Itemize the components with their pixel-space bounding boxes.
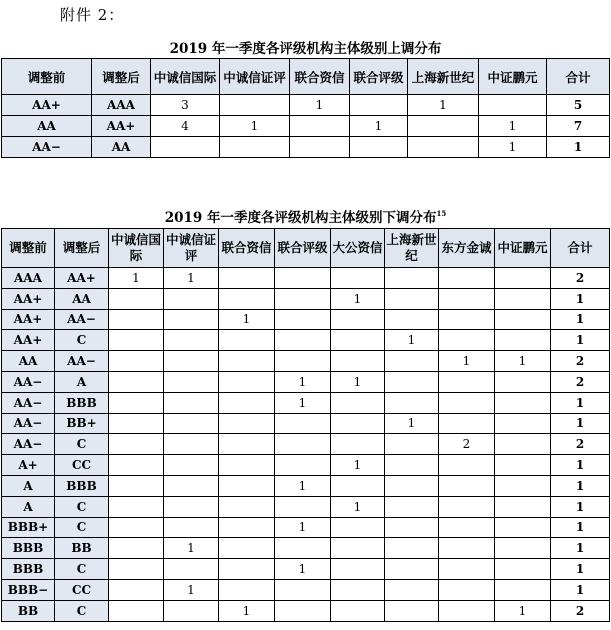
upgrade-cell: 4	[151, 116, 220, 137]
downgrade-cell	[331, 309, 385, 330]
downgrade-cell: 1	[275, 517, 331, 538]
downgrade-cell	[385, 559, 439, 580]
downgrade-cell	[331, 475, 385, 496]
downgrade-cell	[219, 371, 275, 392]
downgrade-rating-before: A	[2, 475, 55, 496]
upgrade-cell	[220, 137, 290, 158]
downgrade-cell	[439, 496, 495, 517]
downgrade-cell: 1	[164, 579, 219, 600]
upgrade-total-cell: 7	[547, 116, 610, 137]
attachment-label: 附件 2：	[60, 6, 125, 24]
downgrade-total-cell: 2	[551, 268, 610, 289]
downgrade-table-row	[2, 330, 610, 351]
upgrade-total-cell: 1	[547, 137, 610, 158]
downgrade-table-title	[0, 206, 611, 226]
downgrade-cell	[385, 517, 439, 538]
upgrade-cell: 1	[220, 116, 290, 137]
downgrade-cell	[219, 268, 275, 289]
downgrade-cell	[385, 579, 439, 600]
downgrade-cell	[219, 330, 275, 351]
downgrade-rating-before: AAA	[2, 268, 55, 289]
downgrade-rating-before: AA−	[2, 434, 55, 455]
downgrade-rating-after: C	[55, 434, 109, 455]
downgrade-cell	[495, 517, 551, 538]
downgrade-cell: 1	[109, 268, 164, 289]
upgrade-cell	[151, 137, 220, 158]
downgrade-rating-before: BBB+	[2, 517, 55, 538]
downgrade-table-row	[2, 579, 610, 600]
downgrade-total-cell: 1	[551, 455, 610, 476]
downgrade-cell	[275, 579, 331, 600]
downgrade-cell: 1	[385, 413, 439, 434]
downgrade-cell	[219, 392, 275, 413]
upgrade-cell	[350, 95, 408, 116]
downgrade-cell	[109, 579, 164, 600]
downgrade-cell	[439, 392, 495, 413]
downgrade-table-body	[2, 268, 610, 622]
downgrade-total-cell: 1	[551, 579, 610, 600]
downgrade-table-row	[2, 496, 610, 517]
downgrade-table-row	[2, 600, 610, 621]
downgrade-table-row	[2, 434, 610, 455]
downgrade-total-cell: 1	[551, 538, 610, 559]
downgrade-cell	[439, 288, 495, 309]
upgrade-rating-after: AAA	[92, 95, 151, 116]
downgrade-header-cell: 中诚信证评	[164, 229, 219, 268]
downgrade-cell	[275, 268, 331, 289]
upgrade-table-row	[2, 95, 610, 116]
downgrade-rating-after: AA	[55, 288, 109, 309]
downgrade-rating-after: C	[55, 330, 109, 351]
downgrade-cell	[275, 351, 331, 372]
downgrade-cell	[164, 371, 219, 392]
downgrade-cell	[385, 600, 439, 621]
upgrade-rating-before: AA	[2, 116, 92, 137]
downgrade-rating-after: CC	[55, 455, 109, 476]
downgrade-cell	[275, 538, 331, 559]
downgrade-cell	[439, 579, 495, 600]
downgrade-cell	[439, 371, 495, 392]
downgrade-cell	[495, 330, 551, 351]
downgrade-cell	[109, 371, 164, 392]
downgrade-cell	[331, 538, 385, 559]
downgrade-cell	[439, 413, 495, 434]
downgrade-cell: 1	[275, 559, 331, 580]
downgrade-cell	[109, 413, 164, 434]
downgrade-rating-after: C	[55, 517, 109, 538]
downgrade-cell	[495, 309, 551, 330]
downgrade-cell	[385, 538, 439, 559]
downgrade-cell	[219, 496, 275, 517]
downgrade-rating-after: BBB	[55, 475, 109, 496]
downgrade-total-cell: 2	[551, 600, 610, 621]
downgrade-total-cell: 2	[551, 371, 610, 392]
downgrade-cell	[164, 330, 219, 351]
downgrade-cell	[109, 392, 164, 413]
downgrade-total-cell: 1	[551, 413, 610, 434]
downgrade-cell	[109, 600, 164, 621]
downgrade-cell	[109, 475, 164, 496]
downgrade-header-cell: 大公资信	[331, 229, 385, 268]
downgrade-cell	[495, 475, 551, 496]
downgrade-cell	[495, 538, 551, 559]
downgrade-cell	[109, 309, 164, 330]
downgrade-cell	[275, 600, 331, 621]
downgrade-cell: 1	[331, 288, 385, 309]
downgrade-table-row	[2, 538, 610, 559]
downgrade-header-cell: 东方金诚	[439, 229, 495, 268]
downgrade-rating-after: C	[55, 559, 109, 580]
upgrade-table-body	[2, 95, 610, 158]
downgrade-rating-after: AA−	[55, 309, 109, 330]
downgrade-cell	[439, 268, 495, 289]
downgrade-rating-before: AA+	[2, 309, 55, 330]
downgrade-cell	[109, 330, 164, 351]
upgrade-total-cell: 5	[547, 95, 610, 116]
downgrade-cell	[219, 579, 275, 600]
upgrade-title-text: 2019 年一季度各评级机构主体级别上调分布	[169, 41, 442, 57]
downgrade-cell	[164, 392, 219, 413]
downgrade-cell	[385, 268, 439, 289]
upgrade-header-cell: 调整前	[2, 59, 92, 95]
upgrade-cell	[290, 116, 350, 137]
downgrade-header-row	[2, 229, 610, 268]
downgrade-cell: 1	[275, 371, 331, 392]
downgrade-cell	[495, 579, 551, 600]
downgrade-cell	[109, 455, 164, 476]
downgrade-total-cell: 2	[551, 351, 610, 372]
downgrade-cell	[495, 288, 551, 309]
downgrade-cell	[385, 496, 439, 517]
downgrade-cell	[331, 392, 385, 413]
upgrade-table-row	[2, 137, 610, 158]
downgrade-cell	[331, 434, 385, 455]
downgrade-cell	[495, 455, 551, 476]
downgrade-cell	[439, 455, 495, 476]
downgrade-cell	[109, 538, 164, 559]
downgrade-total-cell: 1	[551, 392, 610, 413]
downgrade-cell	[385, 455, 439, 476]
downgrade-cell	[331, 268, 385, 289]
downgrade-header-cell: 合计	[551, 229, 610, 268]
downgrade-header-cell: 上海新世纪	[385, 229, 439, 268]
downgrade-cell	[164, 413, 219, 434]
downgrade-rating-after: CC	[55, 579, 109, 600]
downgrade-cell	[385, 288, 439, 309]
downgrade-cell	[219, 351, 275, 372]
downgrade-cell: 1	[331, 455, 385, 476]
downgrade-rating-before: AA+	[2, 330, 55, 351]
downgrade-cell	[109, 288, 164, 309]
downgrade-header-cell: 联合评级	[275, 229, 331, 268]
upgrade-cell: 1	[350, 116, 408, 137]
downgrade-cell	[164, 496, 219, 517]
downgrade-rating-before: AA−	[2, 392, 55, 413]
downgrade-header-cell: 中证鹏元	[495, 229, 551, 268]
upgrade-rating-before: AA+	[2, 95, 92, 116]
downgrade-table-row	[2, 268, 610, 289]
downgrade-cell	[219, 434, 275, 455]
downgrade-total-cell: 1	[551, 309, 610, 330]
upgrade-header-row	[2, 59, 610, 95]
downgrade-cell	[109, 434, 164, 455]
upgrade-cell	[350, 137, 408, 158]
upgrade-header-cell: 上海新世纪	[408, 59, 479, 95]
downgrade-total-cell: 1	[551, 475, 610, 496]
downgrade-rating-before: BBB−	[2, 579, 55, 600]
downgrade-cell	[331, 579, 385, 600]
downgrade-total-cell: 2	[551, 434, 610, 455]
downgrade-cell	[219, 538, 275, 559]
downgrade-cell	[164, 517, 219, 538]
downgrade-cell	[495, 434, 551, 455]
downgrade-cell: 1	[331, 371, 385, 392]
downgrade-table-row	[2, 517, 610, 538]
downgrade-rating-before: AA	[2, 351, 55, 372]
downgrade-cell	[331, 330, 385, 351]
downgrade-rating-after: C	[55, 496, 109, 517]
downgrade-cell: 1	[495, 600, 551, 621]
upgrade-cell	[408, 137, 479, 158]
downgrade-rating-before: BB	[2, 600, 55, 621]
downgrade-cell	[331, 351, 385, 372]
downgrade-cell: 1	[385, 330, 439, 351]
downgrade-cell	[439, 309, 495, 330]
downgrade-table-row	[2, 351, 610, 372]
downgrade-cell	[495, 392, 551, 413]
downgrade-cell	[385, 392, 439, 413]
upgrade-cell: 1	[479, 116, 547, 137]
downgrade-rating-after: AA−	[55, 351, 109, 372]
downgrade-header-cell: 调整前	[2, 229, 55, 268]
downgrade-total-cell: 1	[551, 517, 610, 538]
downgrade-header-cell: 中诚信国际	[109, 229, 164, 268]
downgrade-rating-after: BB+	[55, 413, 109, 434]
downgrade-cell	[164, 455, 219, 476]
downgrade-table-row	[2, 413, 610, 434]
downgrade-cell	[164, 434, 219, 455]
downgrade-total-cell: 1	[551, 330, 610, 351]
upgrade-cell: 1	[479, 137, 547, 158]
downgrade-cell	[275, 288, 331, 309]
downgrade-cell: 1	[495, 351, 551, 372]
upgrade-header-cell: 合计	[547, 59, 610, 95]
downgrade-rating-before: AA+	[2, 288, 55, 309]
downgrade-cell	[385, 475, 439, 496]
upgrade-header-cell: 中诚信证评	[220, 59, 290, 95]
downgrade-cell: 1	[275, 392, 331, 413]
downgrade-cell: 1	[331, 496, 385, 517]
downgrade-cell	[275, 413, 331, 434]
upgrade-rating-before: AA−	[2, 137, 92, 158]
downgrade-cell: 1	[219, 309, 275, 330]
downgrade-cell	[331, 600, 385, 621]
downgrade-cell	[495, 559, 551, 580]
downgrade-table-row	[2, 559, 610, 580]
upgrade-table	[1, 58, 610, 158]
upgrade-header-cell: 中诚信国际	[151, 59, 220, 95]
downgrade-total-cell: 1	[551, 559, 610, 580]
downgrade-cell	[219, 559, 275, 580]
upgrade-cell: 1	[408, 95, 479, 116]
downgrade-cell	[109, 559, 164, 580]
downgrade-cell	[495, 268, 551, 289]
downgrade-cell	[275, 496, 331, 517]
downgrade-cell	[275, 434, 331, 455]
upgrade-cell	[408, 116, 479, 137]
downgrade-cell	[439, 475, 495, 496]
downgrade-table-row	[2, 288, 610, 309]
downgrade-cell	[164, 600, 219, 621]
downgrade-cell	[385, 351, 439, 372]
upgrade-cell: 3	[151, 95, 220, 116]
downgrade-rating-before: BBB	[2, 559, 55, 580]
downgrade-rating-after: BBB	[55, 392, 109, 413]
downgrade-cell	[109, 351, 164, 372]
downgrade-cell	[495, 371, 551, 392]
downgrade-rating-before: BBB	[2, 538, 55, 559]
downgrade-table	[1, 228, 610, 622]
downgrade-cell	[275, 455, 331, 476]
downgrade-cell: 1	[219, 600, 275, 621]
upgrade-cell	[290, 137, 350, 158]
downgrade-rating-after: BB	[55, 538, 109, 559]
downgrade-cell	[331, 413, 385, 434]
downgrade-total-cell: 1	[551, 288, 610, 309]
downgrade-cell	[331, 559, 385, 580]
downgrade-cell	[164, 475, 219, 496]
upgrade-table-title	[0, 37, 611, 57]
downgrade-cell	[385, 371, 439, 392]
footnote-mark: 15	[436, 209, 447, 218]
downgrade-cell	[495, 413, 551, 434]
downgrade-table-row	[2, 455, 610, 476]
downgrade-rating-before: AA−	[2, 371, 55, 392]
upgrade-cell	[479, 95, 547, 116]
downgrade-cell	[164, 351, 219, 372]
upgrade-table-row	[2, 116, 610, 137]
downgrade-cell	[331, 517, 385, 538]
downgrade-rating-after: AA+	[55, 268, 109, 289]
downgrade-rating-after: C	[55, 600, 109, 621]
downgrade-cell: 1	[164, 538, 219, 559]
downgrade-table-row	[2, 392, 610, 413]
downgrade-cell	[385, 309, 439, 330]
downgrade-rating-before: AA−	[2, 413, 55, 434]
downgrade-cell	[219, 288, 275, 309]
upgrade-cell: 1	[290, 95, 350, 116]
upgrade-cell	[220, 95, 290, 116]
downgrade-cell	[164, 288, 219, 309]
downgrade-table-row	[2, 475, 610, 496]
downgrade-table-row	[2, 309, 610, 330]
downgrade-cell: 1	[275, 475, 331, 496]
downgrade-total-cell: 1	[551, 496, 610, 517]
downgrade-title-text: 2019 年一季度各评级机构主体级别下调分布	[164, 210, 437, 226]
downgrade-cell	[495, 496, 551, 517]
downgrade-cell	[439, 517, 495, 538]
downgrade-cell	[275, 309, 331, 330]
downgrade-cell	[439, 538, 495, 559]
downgrade-cell	[439, 559, 495, 580]
downgrade-header-cell: 调整后	[55, 229, 109, 268]
downgrade-cell	[109, 517, 164, 538]
downgrade-table-row	[2, 371, 610, 392]
downgrade-cell: 1	[164, 268, 219, 289]
downgrade-cell	[219, 475, 275, 496]
downgrade-cell	[219, 455, 275, 476]
downgrade-cell	[109, 496, 164, 517]
downgrade-cell	[385, 434, 439, 455]
upgrade-header-cell: 联合资信	[290, 59, 350, 95]
downgrade-cell	[164, 309, 219, 330]
downgrade-cell	[219, 517, 275, 538]
downgrade-cell	[219, 413, 275, 434]
downgrade-cell: 1	[439, 351, 495, 372]
upgrade-rating-after: AA+	[92, 116, 151, 137]
downgrade-rating-before: A+	[2, 455, 55, 476]
downgrade-cell	[439, 330, 495, 351]
downgrade-cell	[164, 559, 219, 580]
upgrade-header-cell: 联合评级	[350, 59, 408, 95]
downgrade-cell	[275, 330, 331, 351]
downgrade-rating-before: A	[2, 496, 55, 517]
upgrade-rating-after: AA	[92, 137, 151, 158]
downgrade-cell	[439, 600, 495, 621]
downgrade-cell: 2	[439, 434, 495, 455]
downgrade-header-cell: 联合资信	[219, 229, 275, 268]
downgrade-rating-after: A	[55, 371, 109, 392]
upgrade-header-cell: 调整后	[92, 59, 151, 95]
upgrade-header-cell: 中证鹏元	[479, 59, 547, 95]
